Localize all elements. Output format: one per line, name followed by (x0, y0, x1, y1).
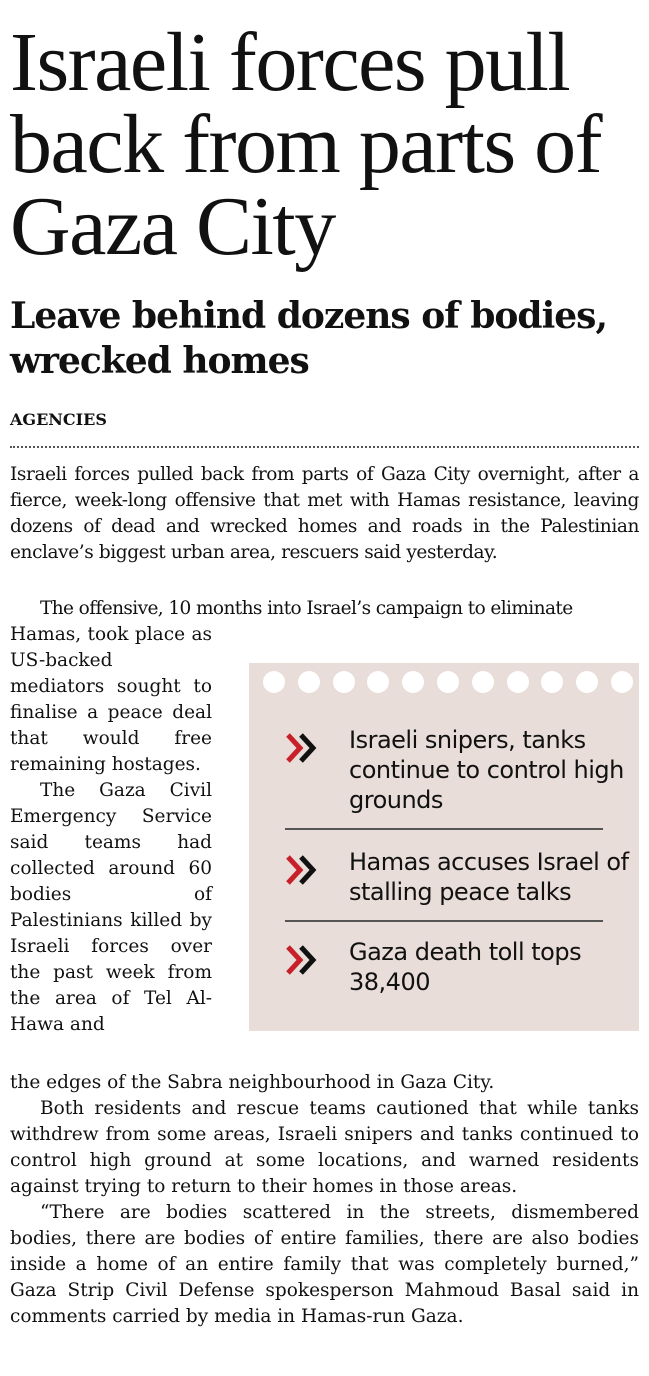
notepad-holes (263, 671, 633, 693)
paragraph-2-rest: Hamas, took place as US-backed mediators sought to finalise a peace deal that would free remaining hostages. (10, 624, 212, 775)
highlight-text: Gaza death toll tops 38,400 (349, 938, 582, 996)
headline: Israeli forces pull back from parts of Gaza City (10, 16, 602, 273)
byline: AGENCIES (10, 410, 107, 429)
paragraph-3: The Gaza Civil Emergency Service said teams had collected around 60 bodies of Palestinians killed by Israeli forces over the past week from the area of Tel Al-Hawa and (10, 780, 212, 1035)
subheadline: Leave behind dozens of bodies, wrecked homes (10, 295, 607, 382)
highlight-text: Hamas accuses Israel of stalling peace talks (349, 848, 629, 906)
wide-column (10, 1070, 639, 1330)
highlight-text: Israeli snipers, tanks continue to control high grounds (349, 726, 624, 814)
paragraph-2-lead (10, 596, 639, 622)
highlight-divider (285, 828, 603, 830)
paragraph-5: “There are bodies scattered in the streets, dismembered bodies, there are bodies of entire families, there are also bodies inside a home of an entire family that was completely burned,” Gaza Strip Civil Defense spokesperson Mahmoud Basal said in comments carried by media in Hamas-run Gaza. (10, 1202, 639, 1327)
double-chevron-icon (285, 731, 319, 765)
paragraph-1: Israeli forces pulled back from parts of Gaza City overnight, after a fierce, week-long offensive that met with Hamas resistance, leaving dozens of dead and wrecked homes and roads in the Palestinian enclave’s biggest urban area, rescuers said yesterday. (10, 464, 639, 563)
double-chevron-icon (285, 943, 319, 977)
highlight-divider (285, 920, 603, 922)
paragraph-4: Both residents and rescue teams cautioned that while tanks withdrew from some areas, Israeli snipers and tanks continued to control high ground at some locations, and warned residents against trying to return to their homes in those areas. (10, 1098, 639, 1197)
dotted-divider (10, 446, 639, 448)
paragraph-2-lead-text: The offensive, 10 months into Israel’s campaign to eliminate (40, 598, 573, 619)
double-chevron-icon (285, 853, 319, 887)
highlights-box (249, 663, 639, 1031)
paragraph-3-end: the edges of the Sabra neighbourhood in Gaza City. (10, 1072, 495, 1093)
narrow-column (10, 622, 212, 1038)
